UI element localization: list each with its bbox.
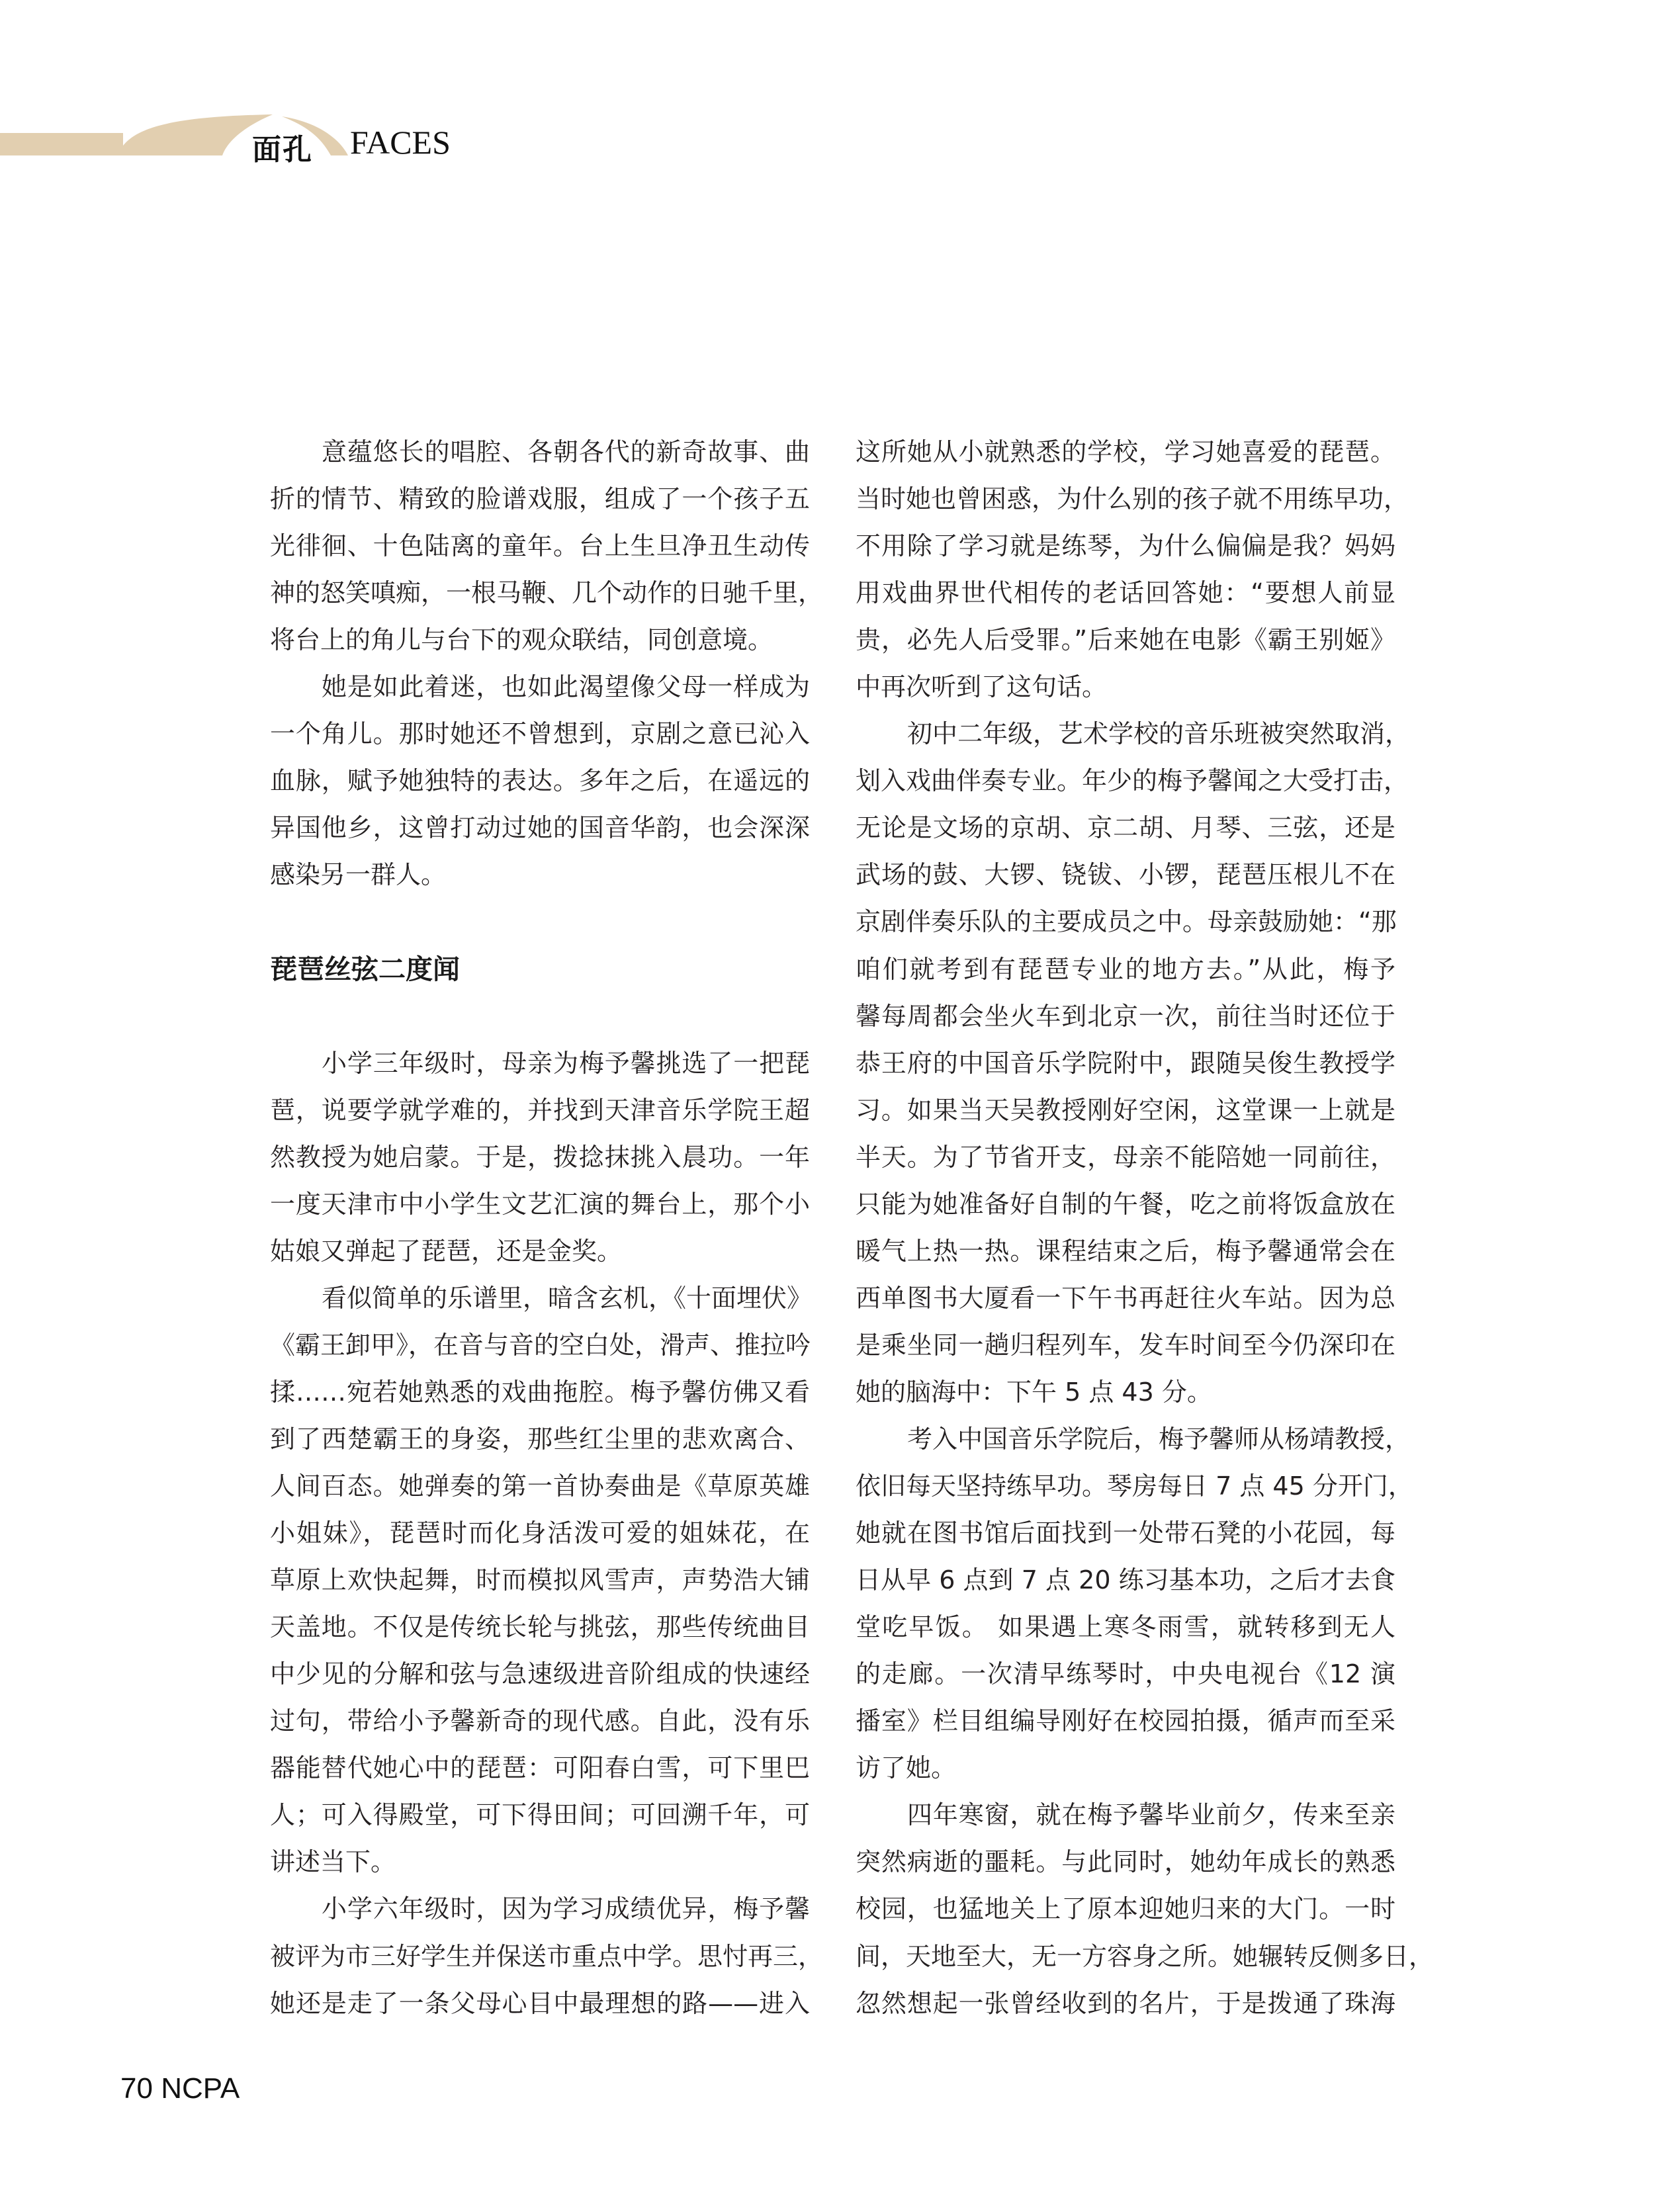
text-line: 过句，带给小予馨新奇的现代感。自此，没有乐 (270, 1706, 810, 1736)
text-line: 考入中国音乐学院后，梅予馨师从杨靖教授， (907, 1424, 1411, 1454)
text-line: 的走廊。一次清早练琴时，中央电视台《12 演 (856, 1659, 1395, 1689)
text-line: 京剧伴奏乐队的主要成员之中。母亲鼓励她：“那 (856, 907, 1397, 937)
text-line: 将台上的角儿与台下的观众联结，同创意境。 (270, 625, 774, 655)
text-line: 当时她也曾困惑，为什么别的孩子就不用练早功， (856, 484, 1409, 514)
text-line: 播室》栏目组编导刚好在校园拍摄，循声而至采 (856, 1706, 1395, 1736)
text-line: 间，天地至大，无一方容身之所。她辗转反侧多日， (856, 1941, 1435, 1971)
text-line: 异国他乡，这曾打动过她的国音华韵，也会深深 (270, 813, 810, 843)
text-line: 中少见的分解和弦与急速级进音阶组成的快速经 (270, 1659, 810, 1689)
text-line: 光徘徊、十色陆离的童年。台上生旦净丑生动传 (270, 531, 810, 561)
text-line: 她是如此着迷，也如此渴望像父母一样成为 (322, 672, 810, 702)
text-line: 折的情节、精致的脸谱戏服，组成了一个孩子五 (270, 484, 810, 514)
text-line: 看似简单的乐谱里，暗含玄机，《十面埋伏》 (322, 1283, 813, 1313)
header-band-hump (118, 114, 273, 155)
paragraph (270, 1886, 824, 2027)
text-line: 她就在图书馆后面找到一处带石凳的小花园，每 (856, 1518, 1395, 1548)
text-line: 习。如果当天吴教授刚好空闲，这堂课一上就是 (856, 1095, 1395, 1125)
text-line: 西单图书大厦看一下午书再赶往火车站。因为总 (856, 1283, 1395, 1313)
text-line: 感染另一群人。 (270, 860, 447, 890)
text-line: 咱们就考到有琵琶专业的地方去。”从此，梅予 (856, 954, 1395, 984)
text-line: 是乘坐同一趟归程列车，发车时间至今仍深印在 (856, 1330, 1395, 1360)
text-line: 小学六年级时，因为学习成绩优异，梅予馨 (322, 1894, 810, 1924)
blank-line (270, 898, 810, 945)
text-line: 器能替代她心中的琵琶：可阳春白雪，可下里巴 (270, 1753, 810, 1783)
text-line: 琶，说要学就学难的，并找到天津音乐学院王超 (270, 1095, 810, 1125)
section-label-chinese: 面孔 (252, 133, 313, 167)
paragraph (856, 1792, 1435, 2027)
section-heading: 琵琶丝弦二度闻 (270, 953, 460, 985)
text-line: 依旧每天坚持练早功。琴房每日 7 点 45 分开门， (856, 1471, 1413, 1501)
text-line: 神的怒笑嗔痴，一根马鞭、几个动作的日驰千里， (270, 578, 824, 608)
text-line: 姑娘又弹起了琵琶，还是金奖。 (270, 1236, 623, 1266)
text-line: 血脉，赋予她独特的表达。多年之后，在遥远的 (270, 766, 810, 796)
text-line: 被评为市三好学生并保送市重点中学。思忖再三， (270, 1941, 824, 1971)
text-line: 《霸王卸甲》，在音与音的空白处，滑声、推拉吟 (270, 1330, 811, 1360)
text-line: 贵，必先人后受罪。”后来她在电影《霸王别姬》 (856, 625, 1395, 655)
text-line: 小学三年级时，母亲为梅予馨挑选了一把琵 (322, 1048, 810, 1078)
text-line: 堂吃早饭。 如果遇上寒冬雨雪，就转移到无人 (856, 1612, 1395, 1642)
text-line: 她还是走了一条父母心目中最理想的路——进入 (270, 1988, 810, 2018)
paragraph (270, 1040, 810, 1275)
page-footer (120, 2072, 240, 2105)
text-line: 访了她。 (856, 1753, 957, 1783)
paragraph (856, 711, 1411, 1416)
text-line: 恭王府的中国音乐学院附中，跟随吴俊生教授学 (856, 1048, 1395, 1078)
text-line: 划入戏曲伴奏专业。年少的梅予馨闻之大受打击， (856, 766, 1409, 796)
text-line: 半天。为了节省开支，母亲不能陪她一同前往， (856, 1142, 1395, 1172)
page-number: 70 (120, 2072, 153, 2105)
section-label-english: FACES (350, 124, 451, 161)
text-line: 这所她从小就熟悉的学校，学习她喜爱的琵琶。 (856, 437, 1395, 466)
text-line: 用戏曲界世代相传的老话回答她：“要想人前显 (856, 578, 1395, 608)
article-column-right (856, 429, 1435, 2027)
text-line: 中再次听到了这句话。 (856, 672, 1108, 702)
text-line: 武场的鼓、大锣、铙钹、小锣，琵琶压根儿不在 (856, 860, 1395, 890)
text-line: 意蕴悠长的唱腔、各朝各代的新奇故事、曲 (322, 437, 810, 466)
text-line: 人间百态。她弹奏的第一首协奏曲是《草原英雄 (270, 1471, 810, 1501)
text-line: 突然病逝的噩耗。与此同时，她幼年成长的熟悉 (856, 1847, 1395, 1877)
text-line: 初中二年级，艺术学校的音乐班被突然取消， (907, 719, 1411, 749)
text-line: 不用除了学习就是练琴，为什么偏偏是我？妈妈 (856, 531, 1395, 561)
article-column-left (270, 429, 824, 2027)
text-line: 校园，也猛地关上了原本迎她归来的大门。一时 (856, 1894, 1395, 1924)
text-line: 小姐妹》，琵琶时而化身活泼可爱的姐妹花，在 (270, 1518, 810, 1548)
paragraph (270, 1275, 813, 1886)
text-line: 讲述当下。 (270, 1847, 396, 1877)
header-band-bar (0, 133, 123, 155)
paragraph (270, 429, 824, 664)
text-line: 然教授为她启蒙。于是，拨捻抹挑入晨功。一年 (270, 1142, 810, 1172)
text-line: 天盖地。不仅是传统长轮与挑弦，那些传统曲目 (270, 1612, 810, 1642)
text-line: 只能为她准备好自制的午餐，吃之前将饭盒放在 (856, 1189, 1395, 1219)
text-line: 日从早 6 点到 7 点 20 练习基本功，之后才去食 (856, 1565, 1395, 1595)
publication-name: NCPA (161, 2072, 240, 2105)
text-line: 无论是文场的京胡、京二胡、月琴、三弦，还是 (856, 813, 1395, 843)
paragraph (270, 664, 810, 898)
text-line: 馨每周都会坐火车到北京一次，前往当时还位于 (856, 1001, 1395, 1031)
text-line: 草原上欢快起舞，时而模拟风雪声，声势浩大铺 (270, 1565, 810, 1595)
text-line: 四年寒窗，就在梅予馨毕业前夕，传来至亲 (907, 1800, 1395, 1830)
paragraph (856, 429, 1409, 711)
blank-line (270, 993, 810, 1040)
text-line: 她的脑海中：下午 5 点 43 分。 (856, 1377, 1212, 1407)
text-line: 暖气上热一热。课程结束之后，梅予馨通常会在 (856, 1236, 1395, 1266)
text-line: 一个角儿。那时她还不曾想到，京剧之意已沁入 (270, 719, 810, 749)
text-line: 一度天津市中小学生文艺汇演的舞台上，那个小 (270, 1189, 810, 1219)
text-line: 揉……宛若她熟悉的戏曲拖腔。梅予馨仿佛又看 (270, 1377, 810, 1407)
paragraph (856, 1416, 1413, 1792)
text-line: 忽然想起一张曾经收到的名片，于是拨通了珠海 (856, 1988, 1395, 2018)
text-line: 到了西楚霸王的身姿，那些红尘里的悲欢离合、 (270, 1424, 810, 1454)
text-line: 人；可入得殿堂，可下得田间；可回溯千年，可 (270, 1800, 810, 1830)
